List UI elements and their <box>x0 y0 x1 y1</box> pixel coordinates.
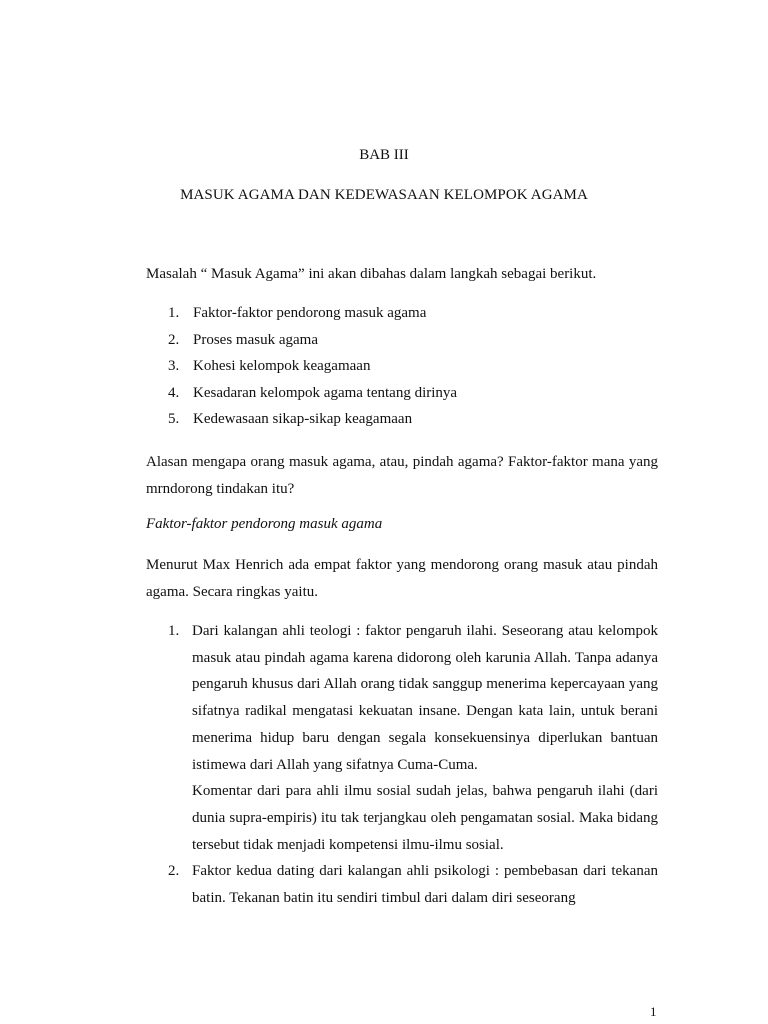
section-subheading: Faktor-faktor pendorong masuk agama <box>146 516 383 532</box>
list-item <box>146 303 666 330</box>
intro-text: Masalah “ Masuk Agama” ini akan dibahas dalam langkah sebagai berikut. <box>146 266 597 282</box>
list-text: Faktor kedua dating dari kalangan ahli psikologi : pembebasan dari tekanan batin. Tekanan batin itu sendiri timbul dari dalam diri seseorang <box>192 863 658 907</box>
body-paragraph: Menurut Max Henrich ada empat faktor yang mendorong orang masuk atau pindah agama. Secara ringkas yaitu. <box>146 557 658 600</box>
list-text: Kesadaran kelompok agama tentang dirinya <box>193 384 458 401</box>
list-item <box>146 858 658 911</box>
list-number: 1. <box>168 623 180 639</box>
list-number: 5. <box>168 411 180 428</box>
list-item <box>146 409 666 436</box>
page-number: 1 <box>650 1004 657 1019</box>
chapter-title: MASUK AGAMA DAN KEDEWASAAN KELOMPOK AGAMA <box>180 187 588 203</box>
list-number: 2. <box>168 331 180 348</box>
chapter-heading: BAB III <box>359 147 409 163</box>
list-item <box>146 356 666 383</box>
list-number: 4. <box>168 384 180 401</box>
topic-list <box>146 303 666 436</box>
list-text: Kedewasaan sikap-sikap keagamaan <box>193 411 413 428</box>
body-paragraph: Alasan mengapa orang masuk agama, atau, pindah agama? Faktor-faktor mana yang mrndorong tindakan itu? <box>146 454 658 497</box>
list-item <box>146 383 666 410</box>
list-item <box>146 330 666 357</box>
list-text: Faktor-faktor pendorong masuk agama <box>193 305 427 321</box>
list-number: 2. <box>168 863 180 880</box>
list-text: Proses masuk agama <box>193 331 318 348</box>
list-number: 3. <box>168 358 180 375</box>
factor-list <box>146 618 658 912</box>
list-number: 1. <box>168 305 180 321</box>
list-text: Dari kalangan ahli teologi : faktor pengaruh ilahi. Seseorang atau kelompok masuk atau pindah agama karena didorong oleh karunia Allah. Tanpa adanya pengaruh khusus dari Allah orang tidak sanggup menerima kepercayaan yang sifatnya radikal mengatasi kekuatan insane. Dengan kata lain, untuk berani menerima hidup baru dengan segala konsekuensinya diperlukan bantuan istimewa dari Allah yang sifatnya Cuma-Cuma. <box>192 623 658 773</box>
list-item <box>146 618 658 858</box>
list-text: Kohesi kelompok keagamaan <box>193 358 371 375</box>
list-comment: Komentar dari para ahli ilmu sosial sudah jelas, bahwa pengaruh ilahi (dari dunia supra-empiris) itu tak terjangkau oleh pengamatan sosial. Maka bidang tersebut tidak menjadi kompetensi ilmu-ilmu sosial. <box>192 783 658 853</box>
